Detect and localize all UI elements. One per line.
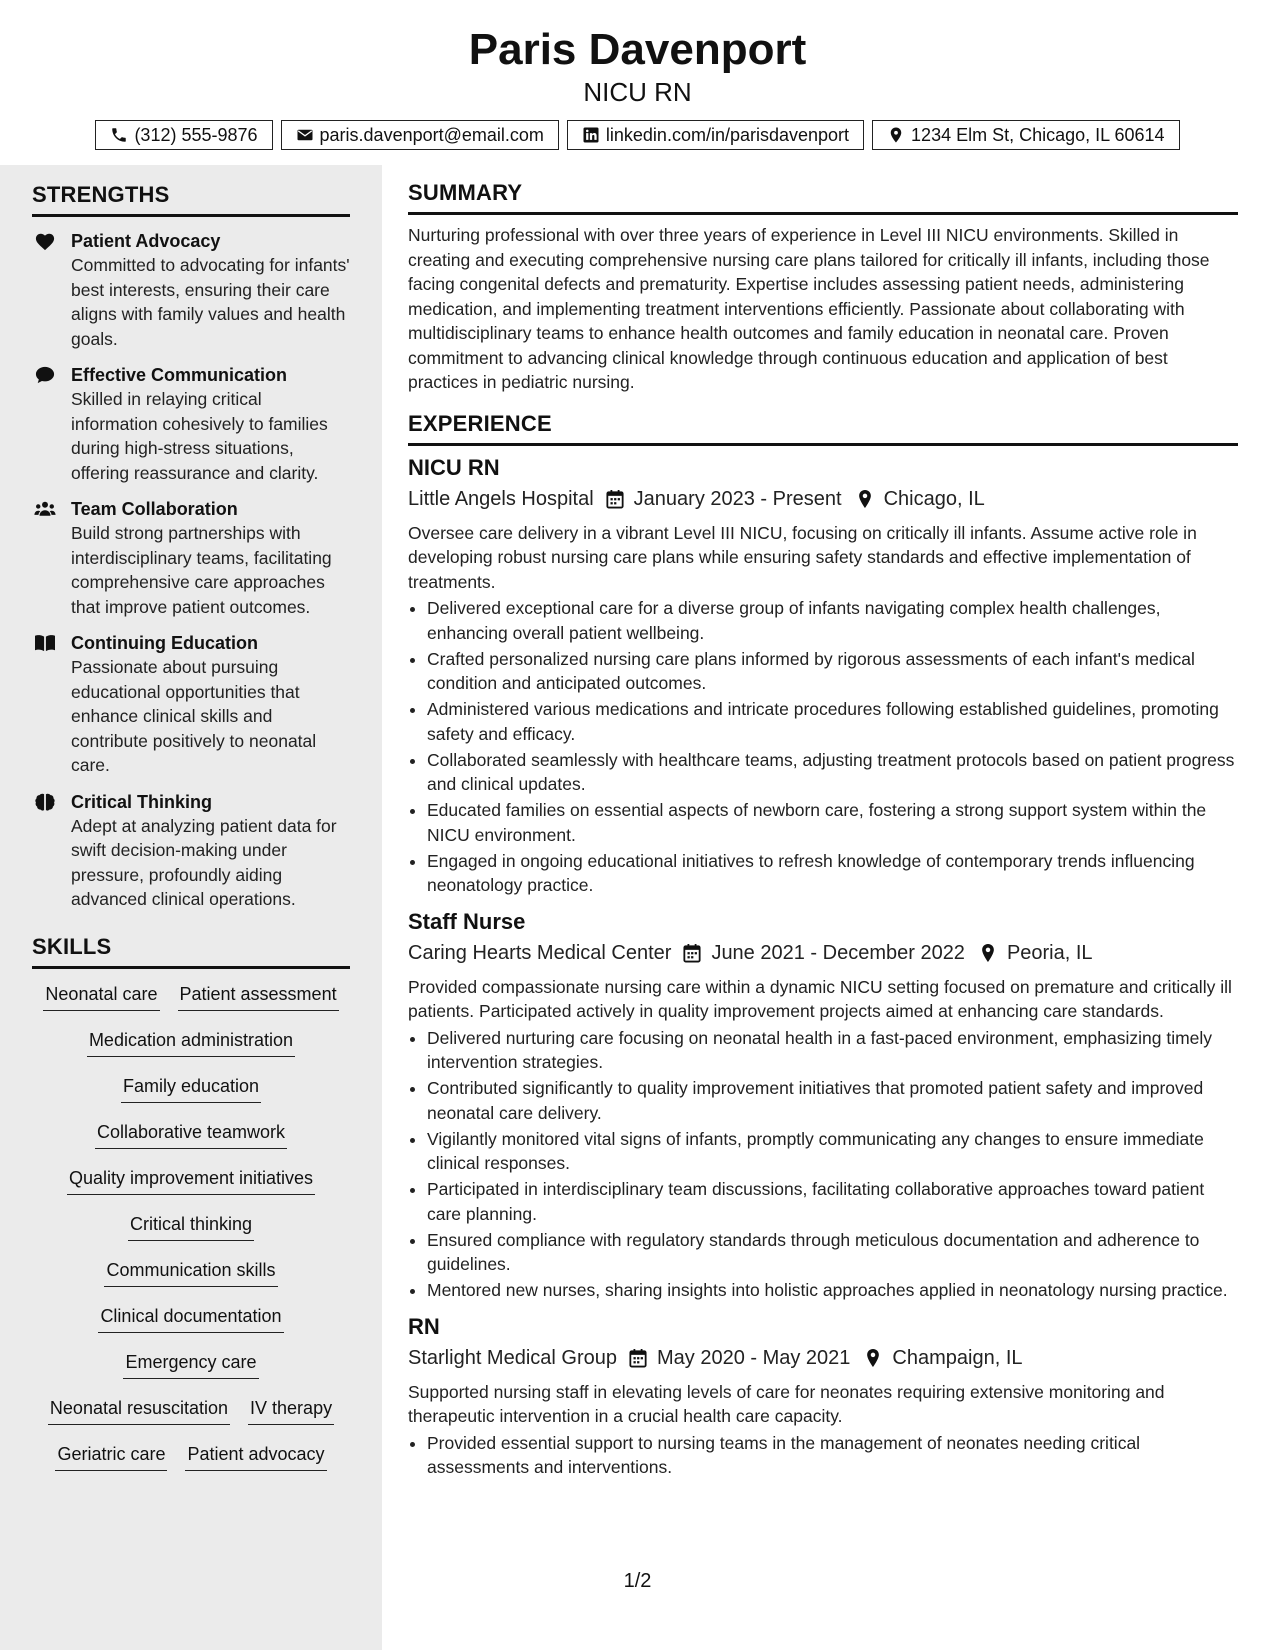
job-location: Peoria, IL [1006,941,1093,964]
job-description: Oversee care delivery in a vibrant Level III NICU, focusing on critically ill infants. Assume active role in developing robust nursing care plans while ensuring safety standards and effective implementation of treatments. [408,522,1197,592]
skill-tag: Medication administration [87,1025,295,1057]
strength-item [32,363,350,485]
skills-heading: SKILLS [32,934,350,969]
summary-heading: SUMMARY [408,180,1238,215]
calendar-icon [606,489,624,509]
phone-text: (312) 555-9876 [134,124,258,145]
job-company: Little Angels Hospital [408,487,594,510]
main-content [408,180,1238,1480]
strength-title: Patient Advocacy [71,231,221,251]
page-number: 1/2 [623,1570,652,1592]
contact-bar [0,120,1275,150]
calendar-icon [683,943,701,963]
contact-linkedin[interactable] [567,120,864,150]
resume-header [0,0,1275,150]
skill-tag: Neonatal resuscitation [48,1393,230,1425]
contact-address[interactable] [872,120,1180,150]
job-description: Provided compassionate nursing care within a dynamic NICU setting focused on premature and critically ill patients. Participated actively in quality improvement projects aimed at enhancing care standards. [408,976,1232,1021]
strengths-section [32,182,350,1471]
bullet-item: • Vigilantly monitored vital signs of infants, promptly communicating any changes to ensure immediate clinical responses. [427,1127,1238,1176]
job-title: RN [408,1313,440,1339]
calendar-icon [629,1348,647,1368]
bullet-item: • Provided essential support to nursing teams in the management of neonates needing critical assessments and interventions. [427,1431,1238,1480]
bullet-item: • Participated in interdisciplinary team discussions, facilitating collaborative approaches toward patient care planning. [427,1177,1238,1226]
job-company: Starlight Medical Group [408,1346,617,1369]
skill-tag: Family education [121,1071,261,1103]
bullet-item: • Crafted personalized nursing care plans informed by rigorous assessments of each infant's medical condition and anticipated outcomes. [427,647,1238,696]
bullet-item: • Engaged in ongoing educational initiatives to refresh knowledge of contemporary trends influencing neonatology practice. [427,849,1238,898]
strength-desc: Committed to advocating for infants' best interests, ensuring their care aligns with family values and health goals. [71,255,350,349]
brain-icon [34,792,56,812]
linkedin-icon [582,126,600,144]
bullet-item: • Contributed significantly to quality improvement initiatives that promoted patient safety and improved neonatal care delivery. [427,1076,1238,1125]
strength-title: Continuing Education [71,633,258,653]
summary-text: Nurturing professional with over three years of experience in Level III NICU environments. Skilled in creating and executing comprehensive nursing care plans tailored for critically ill infants, including those facing congenital defects and prematurity. Expertise includes assessing patient needs, administering medication, and implementing treatment interventions efficiently. Passionate about collaborating with multidisciplinary teams to enhance health outcomes and family education in neonatal care. Proven commitment to advancing clinical knowledge through continuous education and application of best practices in pediatric nursing. [408,225,1210,392]
job-description: Supported nursing staff in elevating levels of care for neonates requiring extensive monitoring and therapeutic intervention in a crucial health care capacity. [408,1381,1165,1426]
skill-tag: Clinical documentation [98,1301,283,1333]
strength-title: Effective Communication [71,365,288,385]
job-meta [408,939,1238,967]
job-meta [408,1344,1238,1372]
skill-tag: Emergency care [123,1347,258,1379]
speech-bubble-icon [34,365,56,385]
job-dates: May 2020 - May 2021 [656,1346,851,1369]
job-dates: January 2023 - Present [633,487,842,510]
job-entry [408,1313,1238,1480]
experience-heading: EXPERIENCE [408,411,1238,446]
skill-tag: Geriatric care [55,1439,167,1471]
contact-phone[interactable] [95,120,272,150]
map-pin-icon [856,489,874,509]
map-pin-icon [864,1348,882,1368]
job-location: Champaign, IL [892,1346,1023,1369]
map-pin-icon [979,943,997,963]
strength-desc: Adept at analyzing patient data for swift decision-making under pressure, profoundly aiding advanced clinical operations. [71,815,337,909]
job-entry [408,454,1238,898]
skills-list [32,979,350,1471]
strength-item [32,631,350,778]
heart-icon [34,231,56,251]
bullet-item: • Delivered nurturing care focusing on neonatal health in a fast-paced environment, emphasizing timely intervention strategies. [427,1026,1238,1075]
skill-tag: Patient advocacy [185,1439,326,1471]
email-text: paris.davenport@email.com [319,124,544,145]
job-title: NICU RN [408,454,500,480]
strengths-heading: STRENGTHS [32,182,350,217]
strength-desc: Build strong partnerships with interdisciplinary teams, facilitating comprehensive care approaches that improve patient outcomes. [71,523,332,617]
job-company: Caring Hearts Medical Center [408,941,672,964]
strength-title: Team Collaboration [71,499,238,519]
strength-desc: Skilled in relaying critical information cohesively to families during high-stress situations, offering reassurance and clarity. [71,389,328,483]
job-bullets [408,596,1238,898]
envelope-icon [296,126,314,144]
skill-tag: Communication skills [104,1255,277,1287]
strength-item [32,497,350,619]
job-bullets [408,1026,1238,1303]
strength-desc: Passionate about pursuing educational opportunities that enhance clinical skills and contribute positively to neonatal care. [71,657,317,775]
job-dates: June 2021 - December 2022 [711,941,965,964]
bullet-item: • Ensured compliance with regulatory standards through meticulous documentation and adherence to guidelines. [427,1228,1238,1277]
job-title: Staff Nurse [408,908,526,934]
linkedin-text: linkedin.com/in/parisdavenport [605,124,850,145]
strength-item [32,229,350,351]
strength-title: Critical Thinking [71,791,213,812]
skill-tag: IV therapy [248,1393,334,1425]
job-location: Chicago, IL [883,487,985,510]
contact-email[interactable] [281,120,559,150]
book-icon [34,633,56,653]
sidebar [0,165,382,1650]
candidate-name: Paris Davenport [468,25,807,74]
strength-item [32,790,350,912]
bullet-item: • Delivered exceptional care for a diverse group of infants navigating complex health challenges, enhancing overall patient wellbeing. [427,596,1238,645]
bullet-item: • Administered various medications and intricate procedures following established guidelines, promoting safety and efficacy. [427,697,1238,746]
skill-tag: Critical thinking [128,1209,254,1241]
job-meta [408,485,1238,513]
users-icon [34,499,56,519]
job-entry [408,908,1238,1303]
skill-tag: Collaborative teamwork [95,1117,287,1149]
skill-tag: Quality improvement initiatives [67,1163,315,1195]
bullet-item: • Collaborated seamlessly with healthcare teams, adjusting treatment protocols based on patient progress and clinical updates. [427,748,1238,797]
phone-icon [110,126,128,144]
address-text: 1234 Elm St, Chicago, IL 60614 [911,124,1165,145]
bullet-item: • Mentored new nurses, sharing insights into holistic approaches applied in neonatology nursing practice. [427,1278,1238,1303]
bullet-item: • Educated families on essential aspects of newborn care, fostering a strong support system within the NICU environment. [427,798,1238,847]
skill-tag: Patient assessment [178,979,339,1011]
job-bullets [408,1431,1238,1480]
map-pin-icon [887,126,905,144]
candidate-role: NICU RN [583,77,692,107]
skill-tag: Neonatal care [43,979,159,1011]
